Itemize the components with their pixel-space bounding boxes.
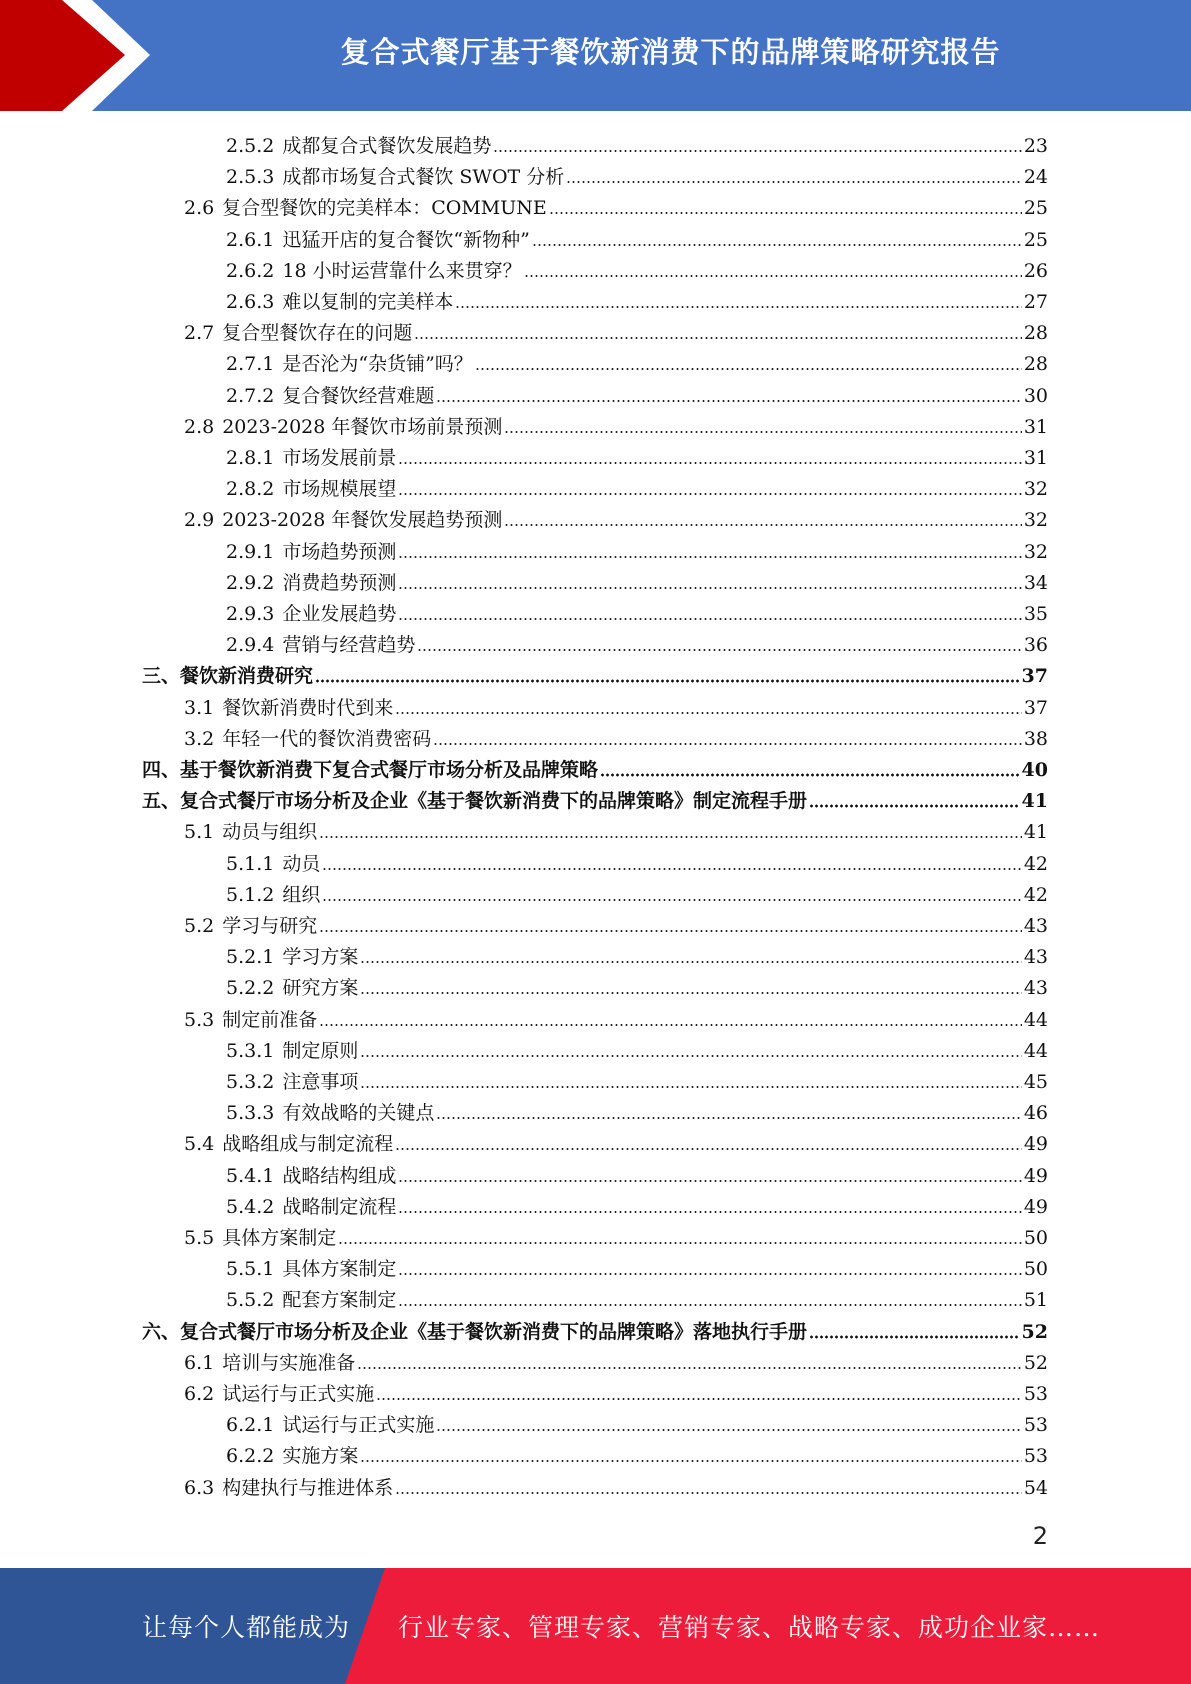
toc-entry-page: 25 — [1023, 197, 1048, 220]
toc-entry[interactable] — [226, 283, 1048, 314]
toc-entry[interactable] — [226, 1157, 1048, 1188]
document-title: 复合式餐厅基于餐饮新消费下的品牌策略研究报告 — [340, 34, 1001, 69]
toc-dot-leader — [524, 274, 1022, 278]
toc-entry-number: 2.5.2 — [226, 135, 275, 157]
toc-entry-page: 25 — [1023, 228, 1048, 251]
toc-dot-leader — [376, 1397, 1022, 1401]
toc-entry-title: 培训与实施准备 — [222, 1351, 356, 1374]
toc-entry-number: 6.3 — [184, 1476, 215, 1499]
toc-entry-page: 45 — [1023, 1071, 1048, 1093]
toc-entry-number: 2.6.3 — [226, 291, 275, 313]
toc-entry-page: 28 — [1023, 322, 1048, 345]
toc-entry[interactable] — [226, 377, 1048, 408]
toc-entry-page: 26 — [1023, 259, 1048, 282]
toc-entry[interactable] — [184, 189, 1048, 220]
toc-entry-page: 41 — [1023, 821, 1048, 844]
toc-dot-leader — [414, 336, 1022, 340]
toc-entry[interactable] — [226, 252, 1048, 283]
header-arrow-decoration — [0, 0, 160, 111]
toc-entry-page: 43 — [1023, 915, 1048, 937]
toc-entry[interactable] — [184, 1125, 1048, 1156]
toc-entry-title: 动员与组织 — [222, 821, 318, 844]
toc-entry[interactable] — [184, 1344, 1048, 1375]
toc-dot-leader — [532, 243, 1022, 247]
toc-entry-page: 30 — [1023, 384, 1048, 407]
toc-entry-title: 组织 — [282, 883, 321, 906]
toc-dot-leader — [360, 1459, 1021, 1463]
toc-entry-title: 复合式餐厅市场分析及企业《基于餐饮新消费下的品牌策略》制定流程手册 — [180, 790, 808, 813]
toc-entry-number: 2.9.3 — [226, 603, 275, 625]
toc-dot-leader — [398, 1272, 1021, 1276]
toc-entry-page: 53 — [1023, 1414, 1048, 1437]
toc-dot-leader — [475, 367, 1022, 371]
toc-entry-title: 市场发展前景 — [282, 447, 397, 469]
toc-entry[interactable] — [226, 533, 1048, 564]
toc-entry-title: 构建执行与推进体系 — [222, 1476, 394, 1499]
toc-dot-leader — [398, 1303, 1021, 1307]
toc-entry-title: 复合餐饮经营难题 — [282, 384, 435, 407]
toc-entry[interactable] — [184, 408, 1048, 439]
toc-entry-page: 49 — [1023, 1164, 1048, 1187]
toc-dot-leader — [398, 617, 1021, 621]
toc-entry-title: 营销与经营趋势 — [282, 634, 416, 657]
toc-dot-leader — [398, 1179, 1021, 1183]
toc-dot-leader — [436, 399, 1021, 403]
toc-entry-title: 市场趋势预测 — [282, 540, 397, 563]
toc-entry-title: 迅猛开店的复合餐饮“新物种” — [282, 228, 530, 251]
toc-entry[interactable] — [226, 1250, 1048, 1281]
toc-dot-leader — [357, 1366, 1022, 1370]
toc-entry-title: 研究方案 — [282, 977, 359, 1000]
toc-entry[interactable] — [142, 782, 1048, 813]
toc-entry[interactable] — [226, 1437, 1048, 1468]
toc-entry-title: 2023-2028 年餐饮市场前景预测 — [222, 415, 503, 438]
toc-entry-title: 是否沦为“杂货铺”吗？ — [282, 353, 473, 376]
toc-entry-page: 49 — [1023, 1195, 1048, 1218]
toc-entry-page: 54 — [1023, 1476, 1048, 1499]
toc-entry-number: 3.1 — [184, 696, 215, 719]
toc-entry[interactable] — [226, 845, 1048, 876]
footer-slogan-right: 行业专家、管理专家、营销专家、战略专家、成功企业家…… — [398, 1613, 1101, 1642]
page-number: 2 — [1032, 1522, 1048, 1550]
toc-entry-page: 23 — [1023, 135, 1048, 157]
toc-entry[interactable] — [184, 1001, 1048, 1032]
toc-entry[interactable] — [226, 564, 1048, 595]
toc-dot-leader — [417, 648, 1021, 652]
page-footer — [0, 1568, 1191, 1684]
toc-entry[interactable] — [226, 1281, 1048, 1312]
toc-entry[interactable] — [226, 127, 1048, 158]
toc-dot-leader — [360, 1085, 1021, 1089]
toc-dot-leader — [809, 1335, 1020, 1339]
toc-entry[interactable] — [184, 813, 1048, 844]
toc-entry[interactable] — [226, 470, 1048, 501]
toc-dot-leader — [398, 555, 1021, 559]
toc-entry-number: 五、 — [142, 790, 181, 813]
toc-entry-title: 复合型餐饮的完美样本：COMMUNE — [222, 197, 547, 220]
toc-entry-page: 27 — [1023, 291, 1048, 313]
toc-entry-title: 制定前准备 — [222, 1008, 318, 1031]
toc-entry[interactable] — [226, 158, 1048, 189]
toc-entry-number: 三、 — [142, 665, 181, 688]
toc-entry-title: 复合式餐厅市场分析及企业《基于餐饮新消费下的品牌策略》落地执行手册 — [180, 1320, 808, 1343]
toc-dot-leader — [360, 960, 1021, 964]
toc-entry-title: 战略制定流程 — [282, 1195, 397, 1218]
toc-entry-number: 2.7.2 — [226, 384, 275, 407]
toc-entry-title: 消费趋势预测 — [282, 571, 397, 594]
toc-dot-leader — [395, 1147, 1022, 1151]
toc-entry[interactable] — [226, 969, 1048, 1000]
toc-entry-title: 试运行与正式实施 — [222, 1383, 375, 1405]
toc-entry-page: 50 — [1023, 1227, 1048, 1249]
toc-dot-leader — [493, 149, 1021, 153]
toc-entry-number: 6.1 — [184, 1351, 215, 1374]
toc-entry-number: 5.1 — [184, 821, 215, 844]
toc-entry-number: 2.9.2 — [226, 571, 275, 594]
toc-entry-number: 2.8 — [184, 415, 215, 438]
toc-dot-leader — [504, 430, 1021, 434]
toc-entry-number: 5.3 — [184, 1008, 215, 1031]
toc-entry[interactable] — [184, 1469, 1048, 1500]
toc-entry-title: 有效战略的关键点 — [282, 1102, 435, 1125]
toc-entry[interactable] — [226, 1063, 1048, 1094]
toc-entry-number: 5.2.2 — [226, 977, 275, 1000]
toc-entry[interactable] — [226, 1406, 1048, 1437]
toc-entry-page: 38 — [1023, 727, 1048, 750]
toc-entry-page: 37 — [1021, 665, 1048, 688]
toc-entry-title: 餐饮新消费研究 — [180, 665, 314, 688]
toc-entry-number: 2.6.2 — [226, 259, 275, 282]
toc-dot-leader — [315, 679, 1020, 683]
toc-entry-title: 实施方案 — [282, 1445, 359, 1468]
toc-entry-number: 2.7 — [184, 322, 215, 345]
toc-entry-number: 2.9.4 — [226, 634, 275, 657]
toc-entry-page: 43 — [1023, 946, 1048, 969]
toc-entry-title: 市场规模展望 — [282, 478, 397, 501]
toc-entry[interactable] — [184, 907, 1048, 938]
toc-entry-page: 42 — [1023, 883, 1048, 906]
toc-dot-leader — [319, 929, 1022, 933]
toc-entry-title: 成都市场复合式餐饮 SWOT 分析 — [282, 166, 565, 189]
toc-entry-title: 企业发展趋势 — [282, 603, 397, 625]
toc-entry-title: 年轻一代的餐饮消费密码 — [222, 727, 432, 750]
toc-entry-number: 5.3.3 — [226, 1102, 275, 1125]
toc-entry-title: 复合型餐饮存在的问题 — [222, 322, 413, 345]
toc-entry[interactable] — [226, 1032, 1048, 1063]
toc-entry-number: 5.4.1 — [226, 1164, 275, 1187]
toc-entry-number: 2.8.2 — [226, 478, 275, 501]
toc-entry-number: 5.2 — [184, 915, 215, 937]
toc-dot-leader — [398, 492, 1021, 496]
toc-entry-page: 42 — [1023, 852, 1048, 875]
toc-entry-title: 注意事项 — [282, 1071, 359, 1093]
toc-dot-leader — [566, 180, 1022, 184]
toc-dot-leader — [395, 1491, 1022, 1495]
toc-entry[interactable] — [226, 439, 1048, 470]
toc-dot-leader — [322, 898, 1021, 902]
toc-dot-leader — [600, 773, 1020, 777]
toc-entry-number: 5.1.1 — [226, 852, 275, 875]
toc-entry-number: 5.5.1 — [226, 1258, 275, 1281]
toc-entry-number: 六、 — [142, 1320, 181, 1343]
toc-entry-page: 35 — [1023, 603, 1048, 625]
toc-entry-title: 制定原则 — [282, 1039, 359, 1062]
toc-entry[interactable] — [226, 345, 1048, 376]
toc-entry[interactable] — [226, 1188, 1048, 1219]
toc-entry[interactable] — [226, 595, 1048, 626]
toc-entry-number: 5.5.2 — [226, 1289, 275, 1312]
toc-entry-page: 31 — [1023, 415, 1048, 438]
toc-dot-leader — [455, 305, 1021, 309]
toc-entry-page: 44 — [1023, 1039, 1048, 1062]
toc-entry-number: 2.6 — [184, 197, 215, 220]
toc-entry-number: 2.8.1 — [226, 447, 275, 469]
toc-entry-title: 试运行与正式实施 — [282, 1414, 435, 1437]
toc-entry-page: 24 — [1023, 166, 1048, 189]
toc-dot-leader — [395, 711, 1022, 715]
toc-entry-title: 学习与研究 — [222, 915, 318, 937]
toc-entry-page: 31 — [1023, 447, 1048, 469]
toc-entry-page: 32 — [1023, 540, 1048, 563]
toc-entry-page: 32 — [1023, 509, 1048, 532]
toc-entry[interactable] — [226, 626, 1048, 657]
toc-entry-title: 2023-2028 年餐饮发展趋势预测 — [222, 509, 503, 532]
toc-entry-page: 41 — [1021, 790, 1048, 813]
toc-entry-number: 5.3.1 — [226, 1039, 275, 1062]
toc-dot-leader — [809, 804, 1020, 808]
toc-dot-leader — [436, 1428, 1021, 1432]
toc-dot-leader — [398, 1210, 1021, 1214]
toc-entry-page: 50 — [1023, 1258, 1048, 1281]
toc-entry-title: 具体方案制定 — [222, 1227, 337, 1249]
toc-entry-number: 2.6.1 — [226, 228, 275, 251]
toc-entry-number: 5.2.1 — [226, 946, 275, 969]
toc-entry[interactable] — [226, 876, 1048, 907]
toc-entry-page: 37 — [1023, 696, 1048, 719]
toc-entry-page: 32 — [1023, 478, 1048, 501]
toc-entry-page: 53 — [1023, 1383, 1048, 1405]
toc-entry-title: 基于餐饮新消费下复合式餐厅市场分析及品牌策略 — [180, 759, 599, 781]
toc-entry-page: 36 — [1023, 634, 1048, 657]
toc-entry-title: 难以复制的完美样本 — [282, 291, 454, 313]
toc-entry-title: 具体方案制定 — [282, 1258, 397, 1281]
toc-entry-page: 52 — [1023, 1351, 1048, 1374]
toc-entry-title: 动员 — [282, 852, 321, 875]
toc-dot-leader — [436, 1116, 1021, 1120]
toc-entry-page: 44 — [1023, 1008, 1048, 1031]
toc-entry-page: 51 — [1023, 1289, 1048, 1312]
toc-entry-page: 28 — [1023, 353, 1048, 376]
toc-entry[interactable] — [142, 1313, 1048, 1344]
toc-entry[interactable] — [226, 221, 1048, 252]
toc-entry-page: 43 — [1023, 977, 1048, 1000]
toc-entry-number: 2.9.1 — [226, 540, 275, 563]
toc-dot-leader — [338, 1241, 1022, 1245]
toc-entry-number: 5.4.2 — [226, 1195, 275, 1218]
toc-entry[interactable] — [184, 501, 1048, 532]
page-header — [0, 0, 1191, 111]
toc-entry-number: 2.7.1 — [226, 353, 275, 376]
toc-entry-number: 四、 — [142, 759, 181, 781]
toc-entry[interactable] — [226, 938, 1048, 969]
toc-entry[interactable] — [184, 314, 1048, 345]
toc-dot-leader — [504, 523, 1021, 527]
toc-entry-title: 餐饮新消费时代到来 — [222, 696, 394, 719]
toc-entry-number: 2.9 — [184, 509, 215, 532]
toc-entry-title: 配套方案制定 — [282, 1289, 397, 1312]
toc-entry[interactable] — [184, 1219, 1048, 1250]
toc-dot-leader — [398, 461, 1021, 465]
toc-entry-title: 18 小时运营靠什么来贯穿？ — [282, 259, 522, 282]
toc-entry-page: 40 — [1021, 759, 1048, 781]
toc-entry-number: 6.2.2 — [226, 1445, 275, 1468]
toc-entry-number: 5.1.2 — [226, 883, 275, 906]
toc-entry-title: 战略组成与制定流程 — [222, 1133, 394, 1156]
toc-entry-number: 2.5.3 — [226, 166, 275, 189]
toc-entry-number: 6.2.1 — [226, 1414, 275, 1437]
toc-dot-leader — [319, 1023, 1022, 1027]
toc-dot-leader — [549, 211, 1022, 215]
toc-entry[interactable] — [142, 657, 1048, 688]
toc-entry-page: 34 — [1023, 571, 1048, 594]
toc-dot-leader — [433, 742, 1022, 746]
toc-entry-number: 5.4 — [184, 1133, 215, 1156]
toc-entry-title: 成都复合式餐饮发展趋势 — [282, 135, 492, 157]
toc-entry[interactable] — [142, 751, 1048, 782]
toc-entry-page: 52 — [1021, 1320, 1048, 1343]
toc-dot-leader — [398, 586, 1021, 590]
toc-entry-page: 46 — [1023, 1102, 1048, 1125]
toc-dot-leader — [360, 991, 1021, 995]
toc-entry-number: 5.3.2 — [226, 1071, 275, 1093]
toc-dot-leader — [360, 1054, 1021, 1058]
toc-entry-number: 6.2 — [184, 1383, 215, 1405]
toc-entry-number: 3.2 — [184, 727, 215, 750]
toc-entry[interactable] — [184, 689, 1048, 720]
toc-entry-page: 49 — [1023, 1133, 1048, 1156]
toc-entry[interactable] — [184, 1375, 1048, 1406]
toc-entry-number: 5.5 — [184, 1227, 215, 1249]
toc-entry-title: 战略结构组成 — [282, 1164, 397, 1187]
toc-dot-leader — [322, 867, 1021, 871]
toc-entry-page: 53 — [1023, 1445, 1048, 1468]
toc-dot-leader — [319, 835, 1022, 839]
toc-entry[interactable] — [184, 720, 1048, 751]
toc-entry-title: 学习方案 — [282, 946, 359, 969]
toc-entry[interactable] — [226, 1094, 1048, 1125]
footer-slogan-left: 让每个人都能成为 — [142, 1613, 351, 1642]
